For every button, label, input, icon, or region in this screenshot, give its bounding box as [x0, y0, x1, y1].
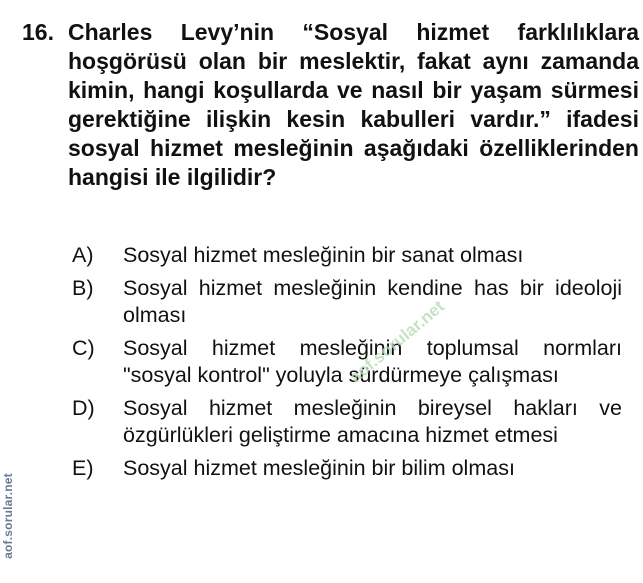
answer-options [72, 242, 622, 488]
question-text: Charles Levy’nin “Sosyal hizmet farklılıklara hoşgörüsü olan bir meslektir, fakat aynı zamanda kimin, hangi koşullarda ve nasıl bir yaşam sürmesi gerektiğine ilişkin kesin kabulleri vardır.” ifadesi sosyal hizmet mesleğinin aşağıdaki özelliklerinden hangisi ile ilgilidir? [68, 19, 639, 190]
option-letter: B) [72, 276, 94, 300]
side-watermark: aof.sorular.net [1, 473, 15, 559]
option-text: Sosyal hizmet mesleğinin toplumsal normları "sosyal kontrol" yoluyla sürdürmeye çalışması [123, 336, 622, 387]
option-c[interactable] [72, 335, 622, 389]
option-d[interactable] [72, 395, 622, 449]
option-b[interactable] [72, 275, 622, 329]
option-letter: A) [72, 243, 94, 267]
option-a[interactable] [72, 242, 622, 269]
option-letter: D) [72, 396, 95, 420]
option-letter: E) [72, 456, 94, 480]
option-e[interactable] [72, 455, 622, 482]
question-number: 16. [22, 19, 54, 45]
option-text: Sosyal hizmet mesleğinin bir bilim olması [123, 456, 515, 480]
option-text: Sosyal hizmet mesleğinin kendine has bir ideoloji olması [123, 276, 622, 327]
center-watermark: aof.sorular.net [346, 296, 448, 387]
option-text: Sosyal hizmet mesleğinin bireysel hakları ve özgürlükleri geliştirme amacına hizmet etmesi [123, 396, 622, 447]
option-letter: C) [72, 336, 95, 360]
option-text: Sosyal hizmet mesleğinin bir sanat olması [123, 243, 524, 267]
